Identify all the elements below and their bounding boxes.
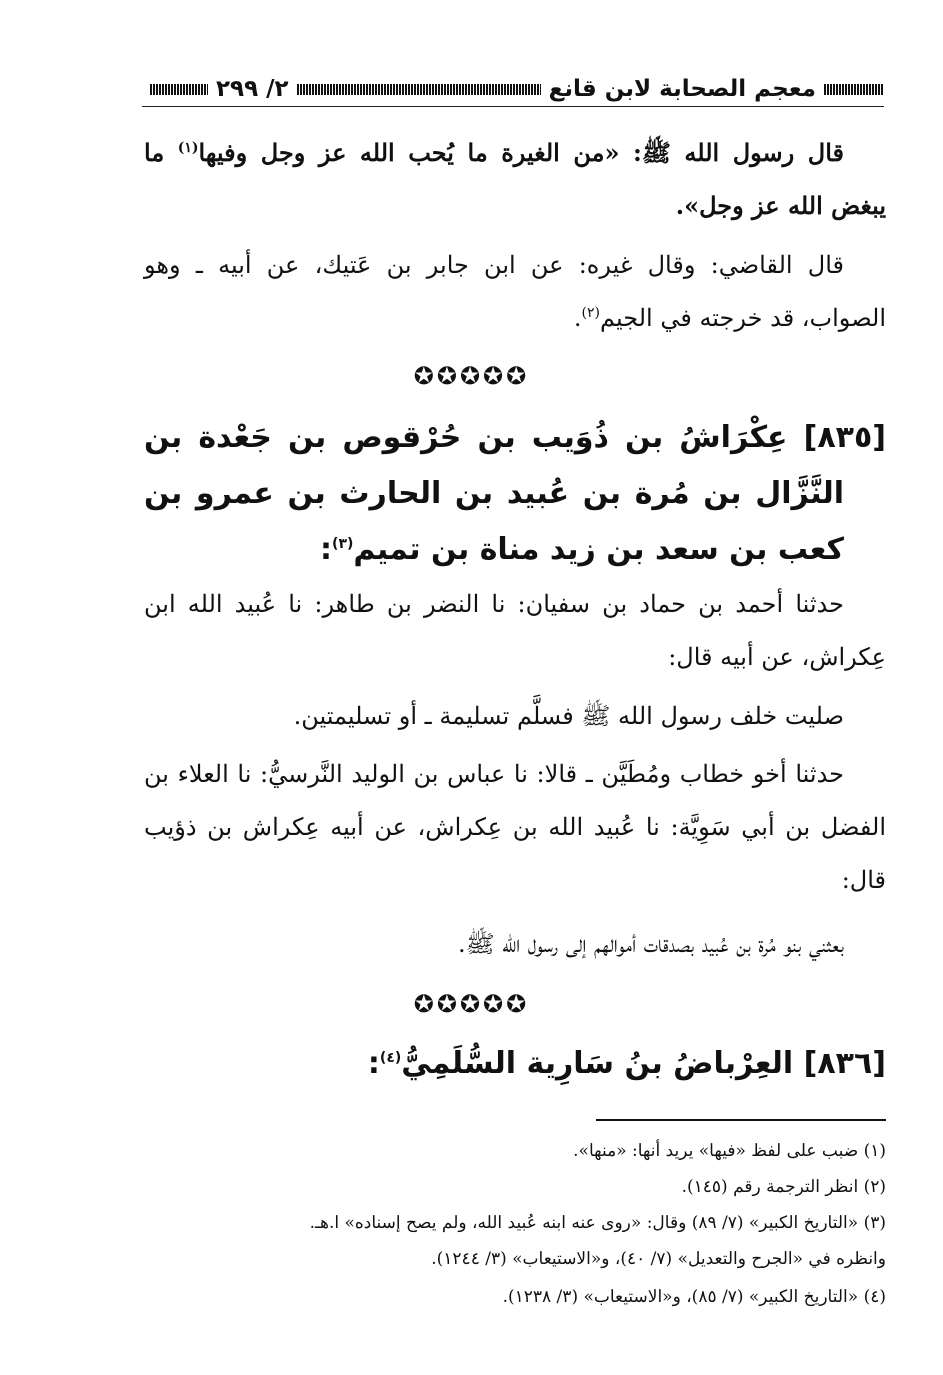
- entry-836-heading: [٨٣٦] العِرْباضُ بنُ سَارِية السُّلَمِيُّ$^{(٤)}$:: [367, 1046, 886, 1081]
- paragraph-3: حدثنا أحمد بن حماد بن سفيان: نا النضر بن طاهر: نا عُبيد الله ابن عِكراش، عن أبيه قال:: [144, 590, 886, 671]
- header-hatch-right: [824, 84, 884, 95]
- paragraph-6-block: [144, 918, 886, 971]
- entry-836-block: [144, 1036, 886, 1092]
- header-hatch-middle: [297, 84, 541, 95]
- section-separator: ✪✪✪✪✪: [413, 362, 530, 390]
- footnote-2: (٢) انظر الترجمة رقم (١٤٥).: [681, 1177, 886, 1197]
- paragraph-3-block: [144, 578, 886, 684]
- running-header: [142, 76, 884, 102]
- footnote-rule: [596, 1119, 886, 1121]
- paragraph-5-block: [144, 748, 886, 907]
- footnote-4: (٤) «التاريخ الكبير» (٧/ ٨٥)، و«الاستيعاب» (٣/ ١٢٣٨).: [502, 1287, 886, 1307]
- entry-835-heading: [٨٣٥] عِكْرَاشُ بن ذُوَيب بن حُرْقوص بن جَعْدة بن النَّزَّال بن مُرة بن عُبيد بن الحارث بن عمرو بن كعب بن سعد بن زيد مناة بن تميم$^{(٣)}$:: [144, 420, 886, 567]
- header-page-ref: ٢/ ٢٩٩: [216, 76, 289, 102]
- paragraph-1-block: [144, 126, 886, 232]
- paragraph-4: صليت خلف رسول الله ﷺ فسلَّم تسليمة ـ أو تسليمتين.: [293, 702, 844, 730]
- footnote-ref-2: (٢): [581, 305, 601, 321]
- footnote-3-continued: وانظره في «الجرح والتعديل» (٧/ ٤٠)، و«الاستيعاب» (٣/ ١٢٤٤).: [431, 1249, 886, 1269]
- paragraph-6: بعثني بنو مُرة بن عُبيد بصدقات أموالهم إلى رسول الله ﷺ.: [457, 930, 844, 958]
- footnote-ref-4: (٤): [379, 1050, 402, 1066]
- paragraph-2: قال القاضي: وقال غيره: عن ابن جابر بن عَتيك، عن أبيه ـ وهو الصواب، قد خرجته في الجيم$^{(٢)}$.: [144, 251, 886, 332]
- footnote-1: (١) ضبب على لفظ «فيها» يريد أنها: «منها».: [573, 1141, 886, 1161]
- footnote-3: (٣) «التاريخ الكبير» (٧/ ٨٩) وقال: «روى عنه ابنه عُبيد الله، ولم يصح إسناده» ا.هـ.: [309, 1213, 886, 1233]
- paragraph-1: قال رسول الله ﷺ: «من الغيرة ما يُحب الله عز وجل وفيها$^{(١)}$ ما يبغض الله عز وجل».: [144, 138, 886, 220]
- footnote-ref-3: (٣): [332, 536, 354, 552]
- header-rule: [142, 106, 884, 107]
- entry-835-block: [144, 410, 886, 578]
- header-hatch-left: [150, 84, 208, 95]
- footnote-ref-1: (١): [177, 140, 199, 156]
- paragraph-4-block: [144, 690, 886, 743]
- header-book-title: معجم الصحابة لابن قانع: [548, 76, 816, 102]
- paragraph-2-block: [144, 239, 886, 345]
- section-separator-2: ✪✪✪✪✪: [413, 990, 530, 1018]
- paragraph-5: حدثنا أخو خطاب ومُطَيَّن ـ قالا: نا عباس بن الوليد النَّرسيُّ: نا العلاء بن الفضل بن أبي سَوِيَّة: نا عُبيد الله بن عِكراش، عن أبيه عِكراش بن ذؤيب قال:: [144, 760, 886, 894]
